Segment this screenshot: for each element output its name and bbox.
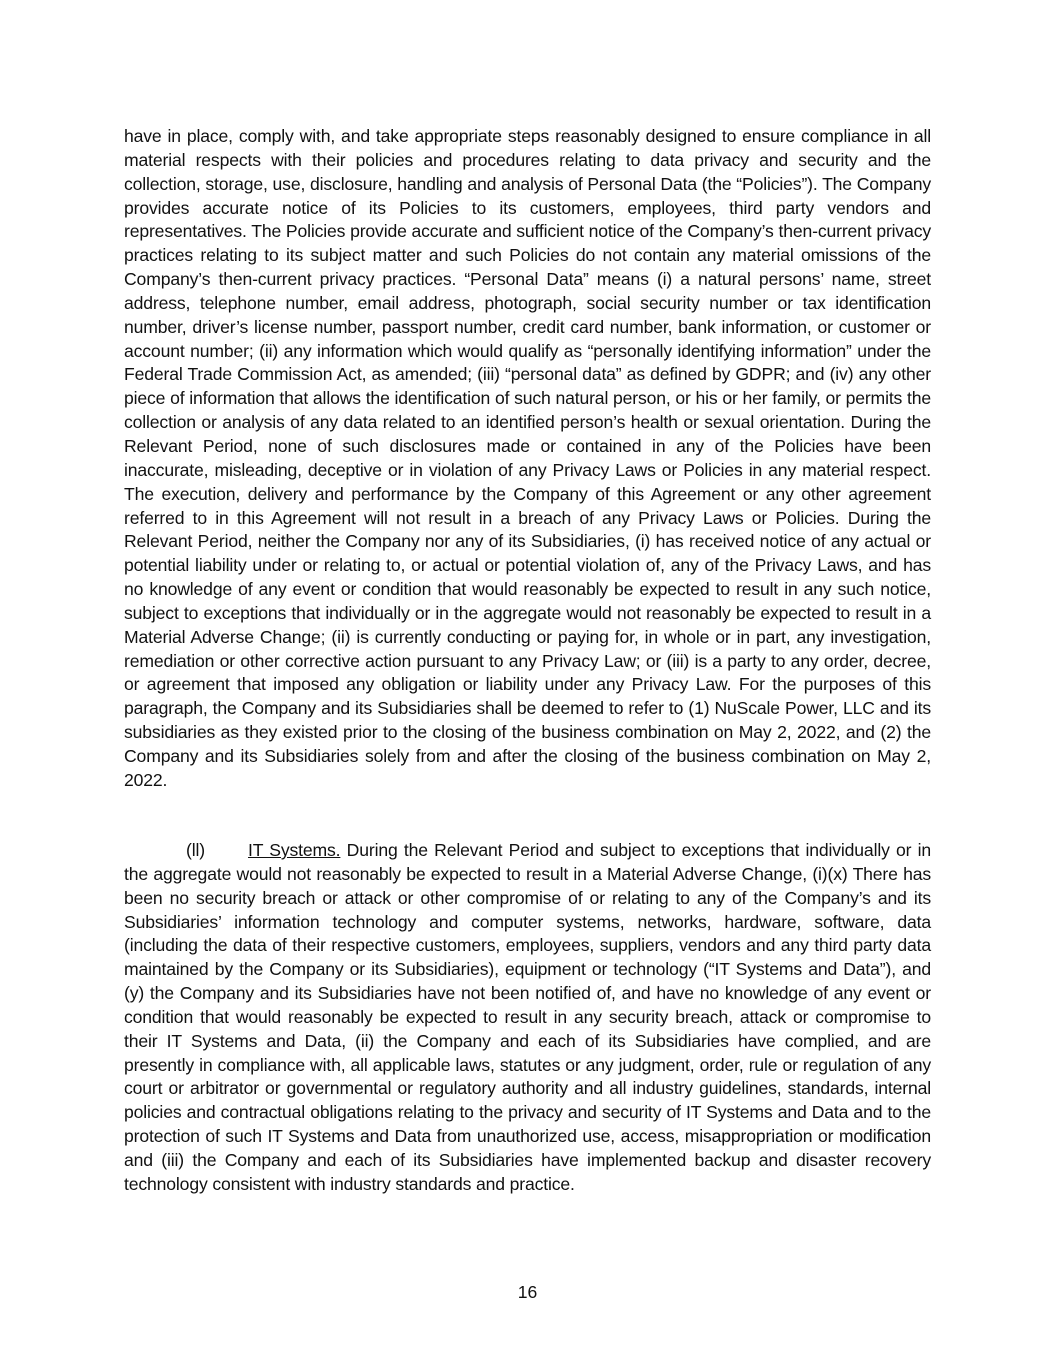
it-systems-body: During the Relevant Period and subject to exceptions that individually or in the aggregate would not reasonably be expected to result in a Material Adverse Change, (i)(x) There has been no security breach or attack or other compromise of or relating to any of the Company’s and its Subsidiaries’ information technology and computer systems, networks, hardware, software, data (including the data of their respective customers, employees, suppliers, vendors and any third party data maintained by the Company or its Subsidiaries), equipment or technology (“IT Systems and Data”), and (y) the Company and its Subsidiaries have not been notified of, and have no knowledge of any event or condition that would reasonably be expected to result in any security breach, attack or compromise to their IT Systems and Data, (ii) the Company and each of its Subsidiaries have complied, and are presently in compliance with, all applicable laws, statutes or any judgment, order, rule or regulation of any court or arbitrator or governmental or regulatory authority and all industry guidelines, standards, internal policies and contractual obligations relating to the privacy and security of IT Systems and Data and to the protection of such IT Systems and Data from unauthorized use, access, misappropriation or modification and (iii) the Company and each of its Subsidiaries have implemented backup and disaster recovery technology consistent with industry standards and practice.: [124, 840, 931, 1194]
page-number: 16: [517, 1282, 538, 1302]
section-heading: IT Systems.: [248, 840, 341, 860]
section-label: (ll): [186, 840, 205, 860]
privacy-paragraph: have in place, comply with, and take appropriate steps reasonably designed to ensure compliance in all material respects with their policies and procedures relating to data privacy and security and the collection, storage, use, disclosure, handling and analysis of Personal Data (the “Policies”). The Company provides accurate notice of its Policies to its customers, employees, third party vendors and representatives. The Policies provide accurate and sufficient notice of the Company’s then-current privacy practices relating to its subject matter and such Policies do not contain any material omissions of the Company’s then-current privacy practices. “Personal Data” means (i) a natural persons’ name, street address, telephone number, email address, photograph, social security number or tax identification number, driver’s license number, passport number, credit card number, bank information, or customer or account number; (ii) any information which would qualify as “personally identifying information” under the Federal Trade Commission Act, as amended; (iii) “personal data” as defined by GDPR; and (iv) any other piece of information that allows the identification of such natural person, or his or her family, or permits the collection or analysis of any data related to an identified person’s health or sexual orientation. During the Relevant Period, none of such disclosures made or contained in any of the Policies have been inaccurate, misleading, deceptive or in violation of any Privacy Laws or Policies in any material respect. The execution, delivery and performance by the Company of this Agreement or any other agreement referred to in this Agreement will not result in a breach of any Privacy Laws or Policies. During the Relevant Period, neither the Company nor any of its Subsidiaries, (i) has received notice of any actual or potential liability under or relating to, or actual or potential violation of, any of the Privacy Laws, and has no knowledge of any event or condition that would reasonably be expected to result in any such notice, subject to exceptions that individually or in the aggregate would not reasonably be expected to result in a Material Adverse Change; (ii) is currently conducting or paying for, in whole or in part, any investigation, remediation or other corrective action pursuant to any Privacy Law; or (iii) is a party to any order, decree, or agreement that imposed any obligation or liability under any Privacy Law. For the purposes of this paragraph, the Company and its Subsidiaries shall be deemed to refer to (1) NuScale Power, LLC and its subsidiaries as they existed prior to the closing of the business combination on May 2, 2022, and (2) the Company and its Subsidiaries solely from and after the closing of the business combination on May 2, 2022.: [124, 126, 931, 790]
it-systems-paragraph: [124, 839, 931, 1197]
